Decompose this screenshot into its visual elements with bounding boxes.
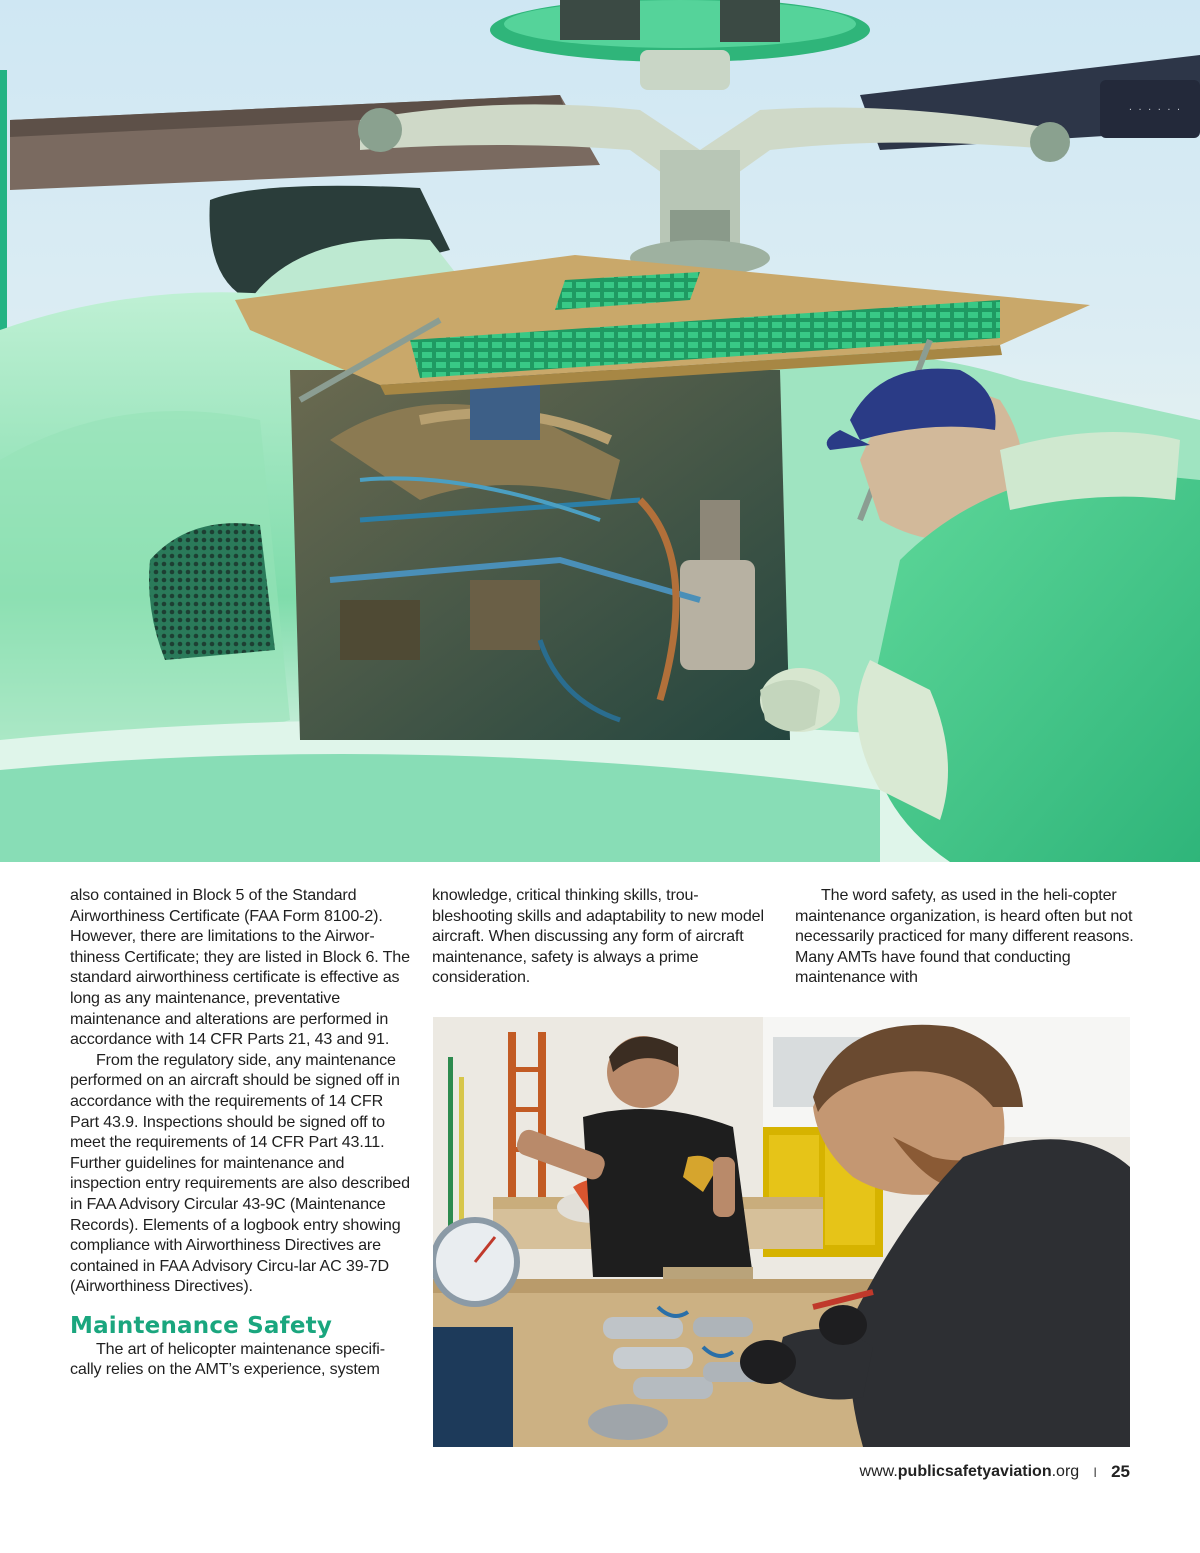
photo-technicians-workbench	[433, 1017, 1130, 1447]
body-paragraph: The art of helicopter maintenance specifi-cally relies on the AMT’s experience, system	[70, 1339, 385, 1379]
section-heading-maintenance-safety: Maintenance Safety	[70, 1312, 333, 1339]
workshop-illustration	[433, 1017, 1130, 1447]
url-domain: publicsafetyaviation	[897, 1463, 1052, 1480]
url-suffix: .org	[1051, 1463, 1080, 1480]
website-url[interactable]	[860, 1463, 1080, 1481]
body-paragraph: knowledge, critical thinking skills, trou-bleshooting skills and adaptability to new model aircraft. When discussing any form of aircraft maintenance, safety is always a prime consideration.	[432, 886, 764, 987]
text-column-3	[795, 885, 1135, 988]
body-paragraph: The word safety, as used in the heli-copter maintenance organization, is heard often but not necessarily practiced for many different reasons. Many AMTs have found that conducting maintenance with	[795, 886, 1134, 987]
url-prefix: www.	[859, 1463, 898, 1480]
page-footer	[860, 1460, 1130, 1484]
page-number: 25	[1111, 1462, 1130, 1481]
text-column-2	[432, 885, 772, 988]
text-column-1	[70, 885, 410, 1380]
body-paragraph: From the regulatory side, any maintenance performed on an aircraft should be signed off in accordance with the requirements of 14 CFR Part 43.9. Inspections should be signed off to meet the requirements of 14 CFR Part 43.11. Further guidelines for maintenance and inspection entry requirements are also described in FAA Advisory Circular 43-9C (Maintenance Records). Elements of a logbook entry showing compliance with Airworthiness Directives are contained in FAA Advisory Circu-lar AC 39-7D (Airworthiness Directives).	[70, 1050, 410, 1296]
body-paragraph: also contained in Block 5 of the Standard Airworthiness Certificate (FAA Form 8100-2). However, there are limitations to the Airwor-thiness Certificate; they are listed in Block 6. The standard airworthiness certificate is effective as long as any maintenance, preventative maintenance and alterations are performed in accordance with 14 CFR Parts 21, 43 and 91.	[70, 886, 410, 1049]
svg-text:· · · · · ·: · · · · · ·	[1128, 105, 1181, 114]
footer-separator: I	[1093, 1464, 1098, 1480]
